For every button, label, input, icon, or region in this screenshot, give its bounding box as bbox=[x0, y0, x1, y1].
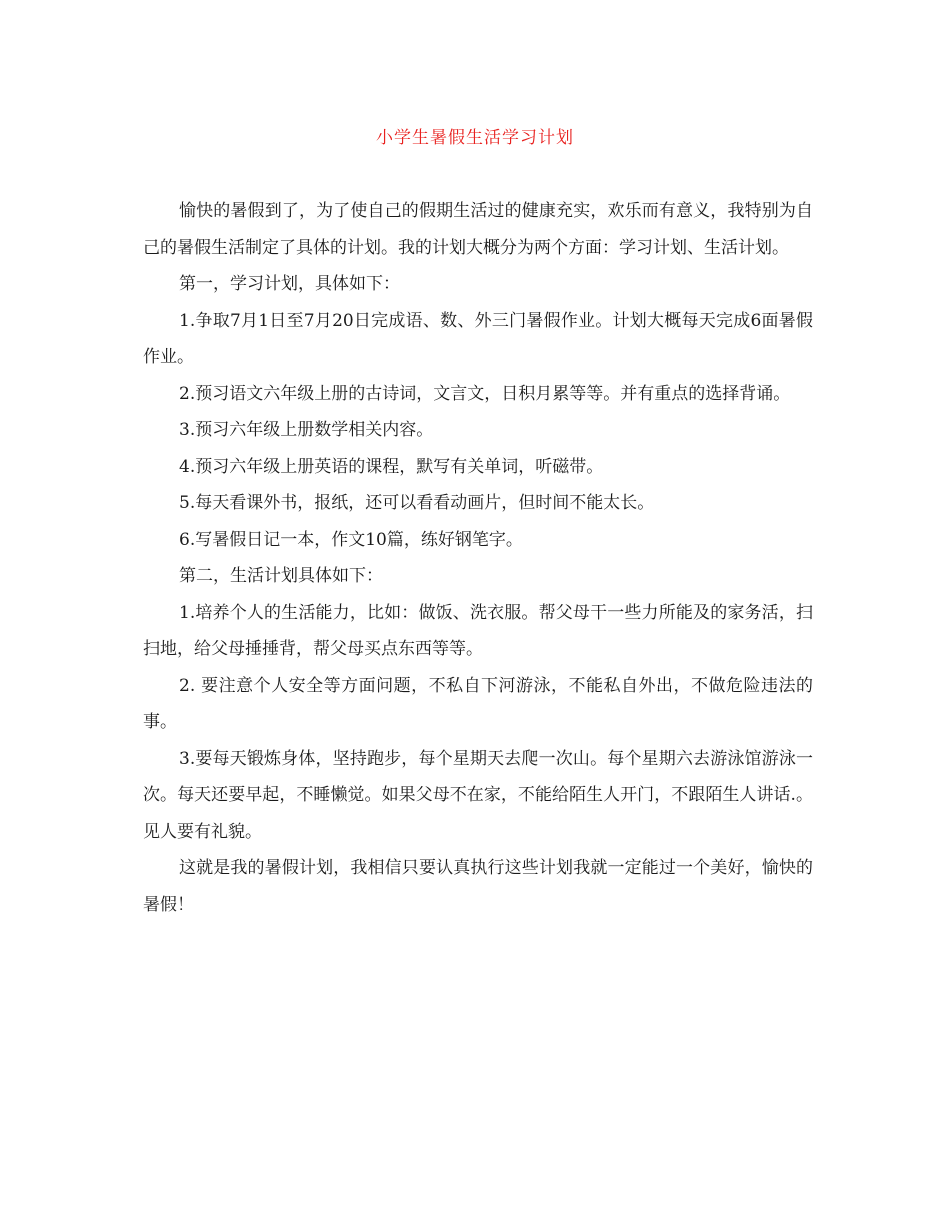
paragraph-study-item-5: 5.每天看课外书，报纸，还可以看看动画片，但时间不能太长。 bbox=[179, 493, 655, 513]
paragraph-study-item-1: 1.争取7月1日至7月20日完成语、数、外三门暑假作业。计划大概每天完成6面暑假作业。 bbox=[143, 310, 813, 367]
paragraph-study-item-2: 2.预习语文六年级上册的古诗词，文言文，日积月累等等。并有重点的选择背诵。 bbox=[179, 383, 791, 404]
paragraph-study-item-4: 4.预习六年级上册英语的课程，默写有关单词，听磁带。 bbox=[179, 456, 604, 477]
paragraph-life-item-2: 2. 要注意个人安全等方面问题，不私自下河游泳，不能私自外出，不做危险违法的事。 bbox=[143, 675, 813, 732]
paragraph-intro: 愉快的暑假到了，为了使自己的假期生活过的健康充实，欢乐而有意义，我特别为自己的暑假生活制定了具体的计划。我的计划大概分为两个方面：学习计划、生活计划。 bbox=[143, 201, 813, 258]
paragraph-life-item-3: 3.要每天锻炼身体，坚持跑步，每个星期天去爬一次山。每个星期六去游泳馆游泳一次。每天还要早起，不睡懒觉。如果父母不在家，不能给陌生人开门，不跟陌生人讲话.。见人要有礼貌。 bbox=[143, 748, 813, 842]
paragraph-study-item-3: 3.预习六年级上册数学相关内容。 bbox=[179, 420, 434, 440]
paragraph-study-heading: 第一，学习计划，具体如下： bbox=[179, 274, 400, 294]
paragraph-conclusion: 这就是我的暑假计划，我相信只要认真执行这些计划我就一定能过一个美好，愉快的暑假！ bbox=[143, 858, 813, 915]
paragraph-life-heading: 第二，生活计划具体如下： bbox=[179, 566, 383, 586]
document-body bbox=[143, 193, 813, 923]
paragraph-life-item-1: 1.培养个人的生活能力，比如：做饭、洗衣服。帮父母干一些力所能及的家务活，扫扫地，给父母捶捶背，帮父母买点东西等等。 bbox=[143, 602, 813, 659]
paragraph-study-item-6: 6.写暑假日记一本，作文10篇，练好钢笔字。 bbox=[179, 529, 523, 550]
document-title: 小学生暑假生活学习计划 bbox=[376, 128, 574, 148]
